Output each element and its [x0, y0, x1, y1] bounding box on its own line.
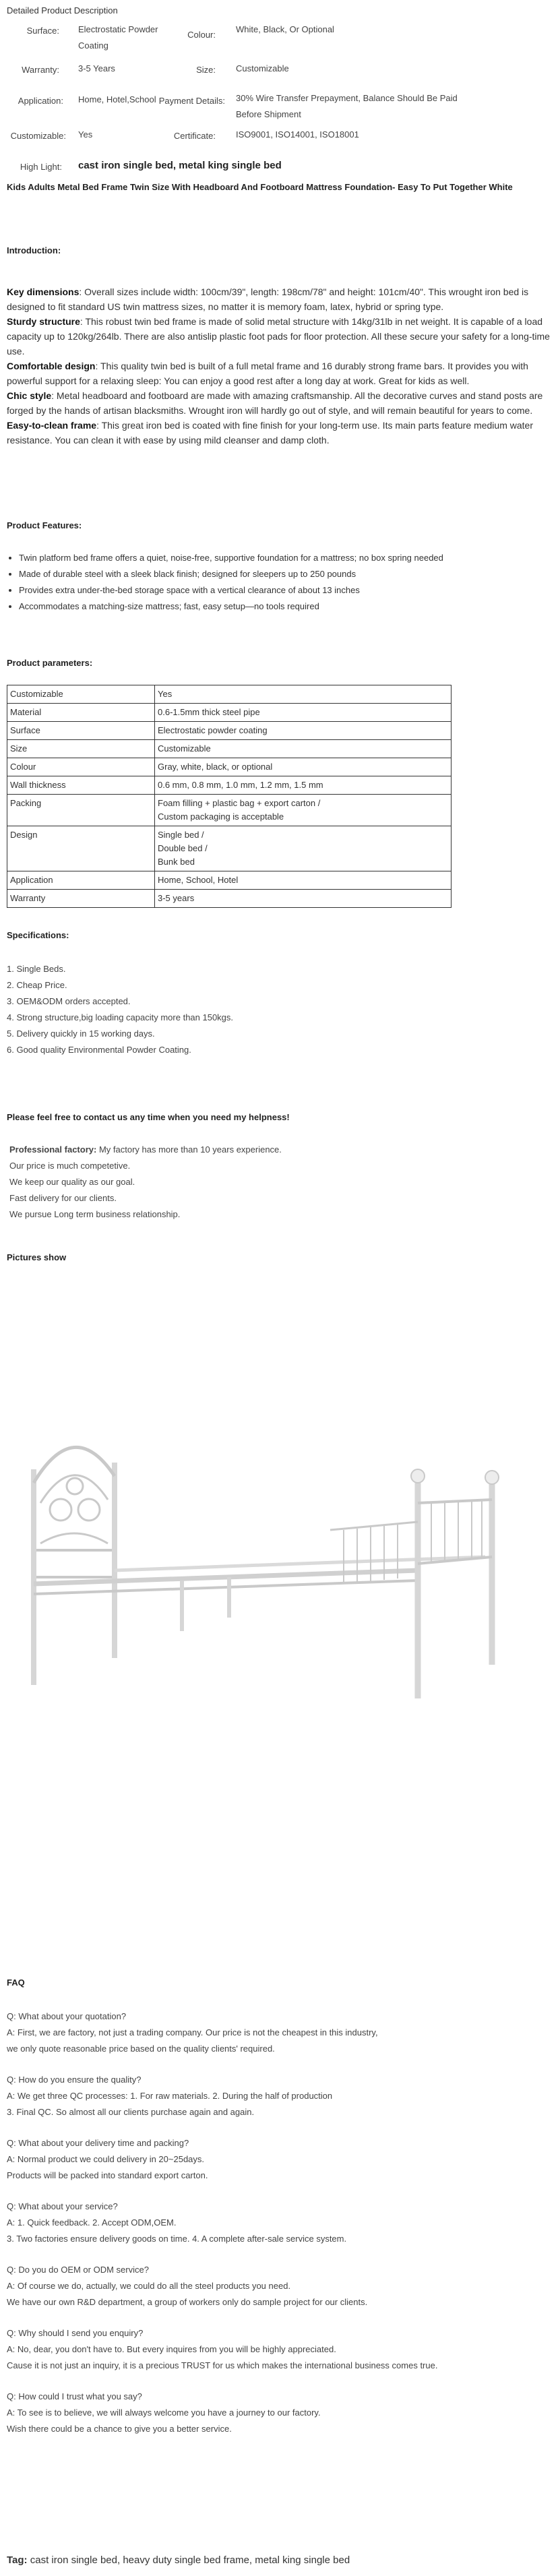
feature-item: • Accommodates a matching-size mattress; fast, easy setup—no tools required [19, 599, 550, 615]
faq-item [7, 2135, 553, 2184]
spec-item: 1. Single Beds. [7, 964, 66, 974]
contact-item [9, 1142, 549, 1158]
param-key: Design [7, 826, 155, 871]
table-row [7, 704, 452, 722]
faq-line: Wish there could be a chance to give you a better service. [7, 2424, 232, 2434]
param-key: Material [7, 704, 155, 722]
introduction-heading: Introduction: [7, 245, 61, 255]
faq-line: A: To see is to believe, we will always welcome you have a journey to our factory. [7, 2408, 321, 2418]
table-row [7, 795, 452, 826]
table-row [7, 776, 452, 795]
param-key: Surface [7, 722, 155, 740]
spec-item: 5. Delivery quickly in 15 working days. [7, 1029, 155, 1039]
intro-text: : This robust twin bed frame is made of solid metal structure with 14kg/31lb in net weight. It is capable of a load capacity up to 120kg/264lb. There are also antislip plastic foot pads for floor protection. All these secure your safety for a long-time use. [7, 316, 550, 357]
faq-line: Q: Why should I send you enquiry? [7, 2328, 144, 2338]
faq-item [7, 2072, 553, 2120]
faq-line: Q: What about your delivery time and packing? [7, 2138, 189, 2148]
intro-text: : Overall sizes include width: 100cm/39", length: 198cm/78" and height: 101cm/40". This wrought iron bed is designed to fit standard US twin mattress sizes, no matter it is memory foam, latex, hybrid or spring type. [7, 286, 529, 312]
parameters-table [7, 685, 452, 908]
spec-label: Colour: [187, 30, 216, 40]
faq-heading: FAQ [7, 1977, 25, 1988]
feature-item: • Twin platform bed frame offers a quiet, noise-free, supportive foundation for a mattress; no box spring needed [19, 550, 550, 566]
table-row [7, 871, 452, 890]
param-value-line: Customizable [158, 743, 211, 754]
spec-value: Customizable [236, 63, 289, 73]
faq-line: we only quote reasonable price based on the quality clients' required. [7, 2044, 275, 2054]
intro-paragraph [7, 418, 551, 448]
faq-list [7, 2008, 553, 2437]
intro-paragraph [7, 284, 551, 314]
faq-line: Q: What about your quotation? [7, 2011, 127, 2021]
param-key: Colour [7, 758, 155, 776]
contact-lead: Professional factory: [9, 1144, 97, 1155]
param-value-line: Bunk bed [158, 857, 195, 867]
spec-label: Payment Details: [158, 96, 225, 106]
param-value-line: Electrostatic powder coating [158, 725, 268, 735]
intro-paragraph [7, 359, 551, 388]
param-value-line: 0.6-1.5mm thick steel pipe [158, 707, 260, 717]
param-value-line: 3-5 years [158, 893, 195, 903]
faq-line: Q: How could I trust what you say? [7, 2391, 142, 2401]
spec-label: Certificate: [173, 131, 216, 141]
param-value [155, 740, 452, 758]
param-key: Packing [7, 795, 155, 826]
tag-value[interactable]: cast iron single bed, heavy duty single bed frame, metal king single bed [30, 2554, 350, 2566]
tag-label: Tag: [7, 2554, 28, 2566]
spec-item: 6. Good quality Environmental Powder Coating. [7, 1045, 191, 1055]
contact-heading: Please feel free to contact us any time when you need my helpness! [7, 1112, 290, 1122]
specifications-list [7, 961, 546, 1058]
bed-frame-illustration [13, 1348, 547, 1752]
faq-line: 3. Final QC. So almost all our clients purchase again and again. [7, 2107, 255, 2117]
intro-lead: Chic style [7, 390, 52, 401]
contact-item: We pursue Long term business relationship. [9, 1209, 181, 1219]
introduction-body [7, 284, 551, 448]
faq-line: Q: How do you ensure the quality? [7, 2075, 142, 2085]
param-value-line: Gray, white, black, or optional [158, 762, 273, 772]
param-value [155, 704, 452, 722]
table-row [7, 740, 452, 758]
spec-value: Home, Hotel,School [78, 94, 156, 104]
intro-lead: Key dimensions [7, 286, 80, 297]
faq-line: A: No, dear, you don't have to. But every inquires from you will be highly appreciated. [7, 2344, 336, 2354]
product-title: Kids Adults Metal Bed Frame Twin Size With Headboard And Footboard Mattress Foundation- Easy To Put Together White [7, 182, 513, 192]
faq-item [7, 2262, 553, 2310]
contact-item: Fast delivery for our clients. [9, 1193, 117, 1203]
param-value-line: Home, School, Hotel [158, 875, 239, 885]
faq-line: Products will be packed into standard export carton. [7, 2170, 208, 2180]
faq-item [7, 2199, 553, 2247]
param-key: Customizable [7, 685, 155, 704]
param-value [155, 685, 452, 704]
param-key: Application [7, 871, 155, 890]
intro-text: : This quality twin bed is built of a full metal frame and 16 durably strong frame bars. It provides you with powerful support for a relaxing sleep: You can enjoy a good rest after a long day at work. Great for kids as well. [7, 361, 528, 386]
param-value [155, 890, 452, 908]
param-value [155, 871, 452, 890]
param-value [155, 826, 452, 871]
spec-label: Customizable: [10, 131, 66, 141]
param-value [155, 722, 452, 740]
contact-list [9, 1142, 549, 1223]
feature-item: • Provides extra under-the-bed storage space with a vertical clearance of about 13 inches [19, 582, 550, 599]
pictures-heading: Pictures show [7, 1252, 67, 1262]
intro-lead: Sturdy structure [7, 316, 80, 327]
faq-line: A: We get three QC processes: 1. For raw materials. 2. During the half of production [7, 2091, 333, 2101]
param-key: Size [7, 740, 155, 758]
param-key: Warranty [7, 890, 155, 908]
intro-text: : This great iron bed is coated with fine finish for your long-term use. Its main parts feature medium water resistance. You can clean it with ease by using mild cleanser and damp cloth. [7, 420, 533, 446]
product-image [13, 1348, 547, 1752]
spec-grid [0, 20, 560, 168]
param-value-line: Yes [158, 689, 173, 699]
spec-item: 4. Strong structure,big loading capacity more than 150kgs. [7, 1012, 234, 1022]
intro-lead: Easy-to-clean frame [7, 420, 97, 431]
highlight-label: High Light: [20, 162, 62, 172]
faq-line: We have our own R&D department, a group of workers only do sample project for our clients. [7, 2297, 368, 2307]
faq-line: Q: What about your service? [7, 2201, 118, 2211]
intro-paragraph [7, 314, 551, 359]
specifications-heading: Specifications: [7, 930, 69, 940]
spec-value: 3-5 Years [78, 63, 115, 73]
faq-line: Q: Do you do OEM or ODM service? [7, 2265, 149, 2275]
faq-item [7, 2325, 553, 2374]
param-value-line: Foam filling + plastic bag + export carton / [158, 798, 321, 808]
table-row [7, 722, 452, 740]
param-value-line: Double bed / [158, 843, 208, 853]
intro-text: : Metal headboard and footboard are made with amazing craftsmanship. All the decorative curves and stand posts are forged by the hands of artisan blacksmiths. Wrought iron will hardly go out of style, and will remain beautiful for years to come. [7, 390, 543, 416]
spec-value: Yes [78, 129, 93, 140]
param-value [155, 795, 452, 826]
spec-item: 2. Cheap Price. [7, 980, 67, 990]
spec-label: Surface: [26, 26, 59, 36]
faq-line: A: 1. Quick feedback. 2. Accept ODM,OEM. [7, 2217, 177, 2228]
features-list [4, 550, 550, 615]
section-header: Detailed Product Description [7, 5, 118, 16]
faq-item [7, 2008, 553, 2057]
contact-text: My factory has more than 10 years experience. [96, 1144, 282, 1155]
faq-line: A: Of course we do, actually, we could do all the steel products you need. [7, 2281, 291, 2291]
spec-label: Size: [196, 65, 216, 75]
faq-line: 3. Two factories ensure delivery goods on time. 4. A complete after-sale service system. [7, 2234, 347, 2244]
faq-line: Cause it is not just an inquiry, it is a precious TRUST for us which makes the international business comes true. [7, 2360, 438, 2370]
spec-value: 30% Wire Transfer Prepayment, Balance Should Be Paid Before Shipment [236, 93, 458, 119]
faq-item [7, 2389, 553, 2437]
table-row [7, 890, 452, 908]
spec-value: White, Black, Or Optional [236, 24, 334, 34]
intro-paragraph [7, 388, 551, 418]
spec-label: Application: [18, 96, 63, 106]
spec-value: Electrostatic Powder Coating [78, 24, 158, 51]
contact-item: We keep our quality as our goal. [9, 1177, 135, 1187]
faq-line: A: Normal product we could delivery in 20~25days. [7, 2154, 205, 2164]
tag-line [7, 2554, 553, 2566]
contact-item: Our price is much competetive. [9, 1161, 131, 1171]
param-value [155, 776, 452, 795]
spec-item: 3. OEM&ODM orders accepted. [7, 996, 131, 1006]
spec-value: ISO9001, ISO14001, ISO18001 [236, 129, 359, 140]
param-value [155, 758, 452, 776]
table-row [7, 685, 452, 704]
table-row [7, 758, 452, 776]
feature-item: • Made of durable steel with a sleek black finish; designed for sleepers up to 250 pounds [19, 566, 550, 582]
param-value-line: 0.6 mm, 0.8 mm, 1.0 mm, 1.2 mm, 1.5 mm [158, 780, 323, 790]
param-value-line: Custom packaging is acceptable [158, 811, 284, 822]
param-key: Wall thickness [7, 776, 155, 795]
table-row [7, 826, 452, 871]
highlight-value: cast iron single bed, metal king single bed [78, 160, 282, 171]
intro-lead: Comfortable design [7, 361, 96, 371]
parameters-heading: Product parameters: [7, 658, 93, 668]
spec-label: Warranty: [22, 65, 59, 75]
features-heading: Product Features: [7, 520, 82, 530]
param-value-line: Single bed / [158, 830, 204, 840]
faq-line: A: First, we are factory, not just a trading company. Our price is not the cheapest in this industry, [7, 2027, 378, 2037]
